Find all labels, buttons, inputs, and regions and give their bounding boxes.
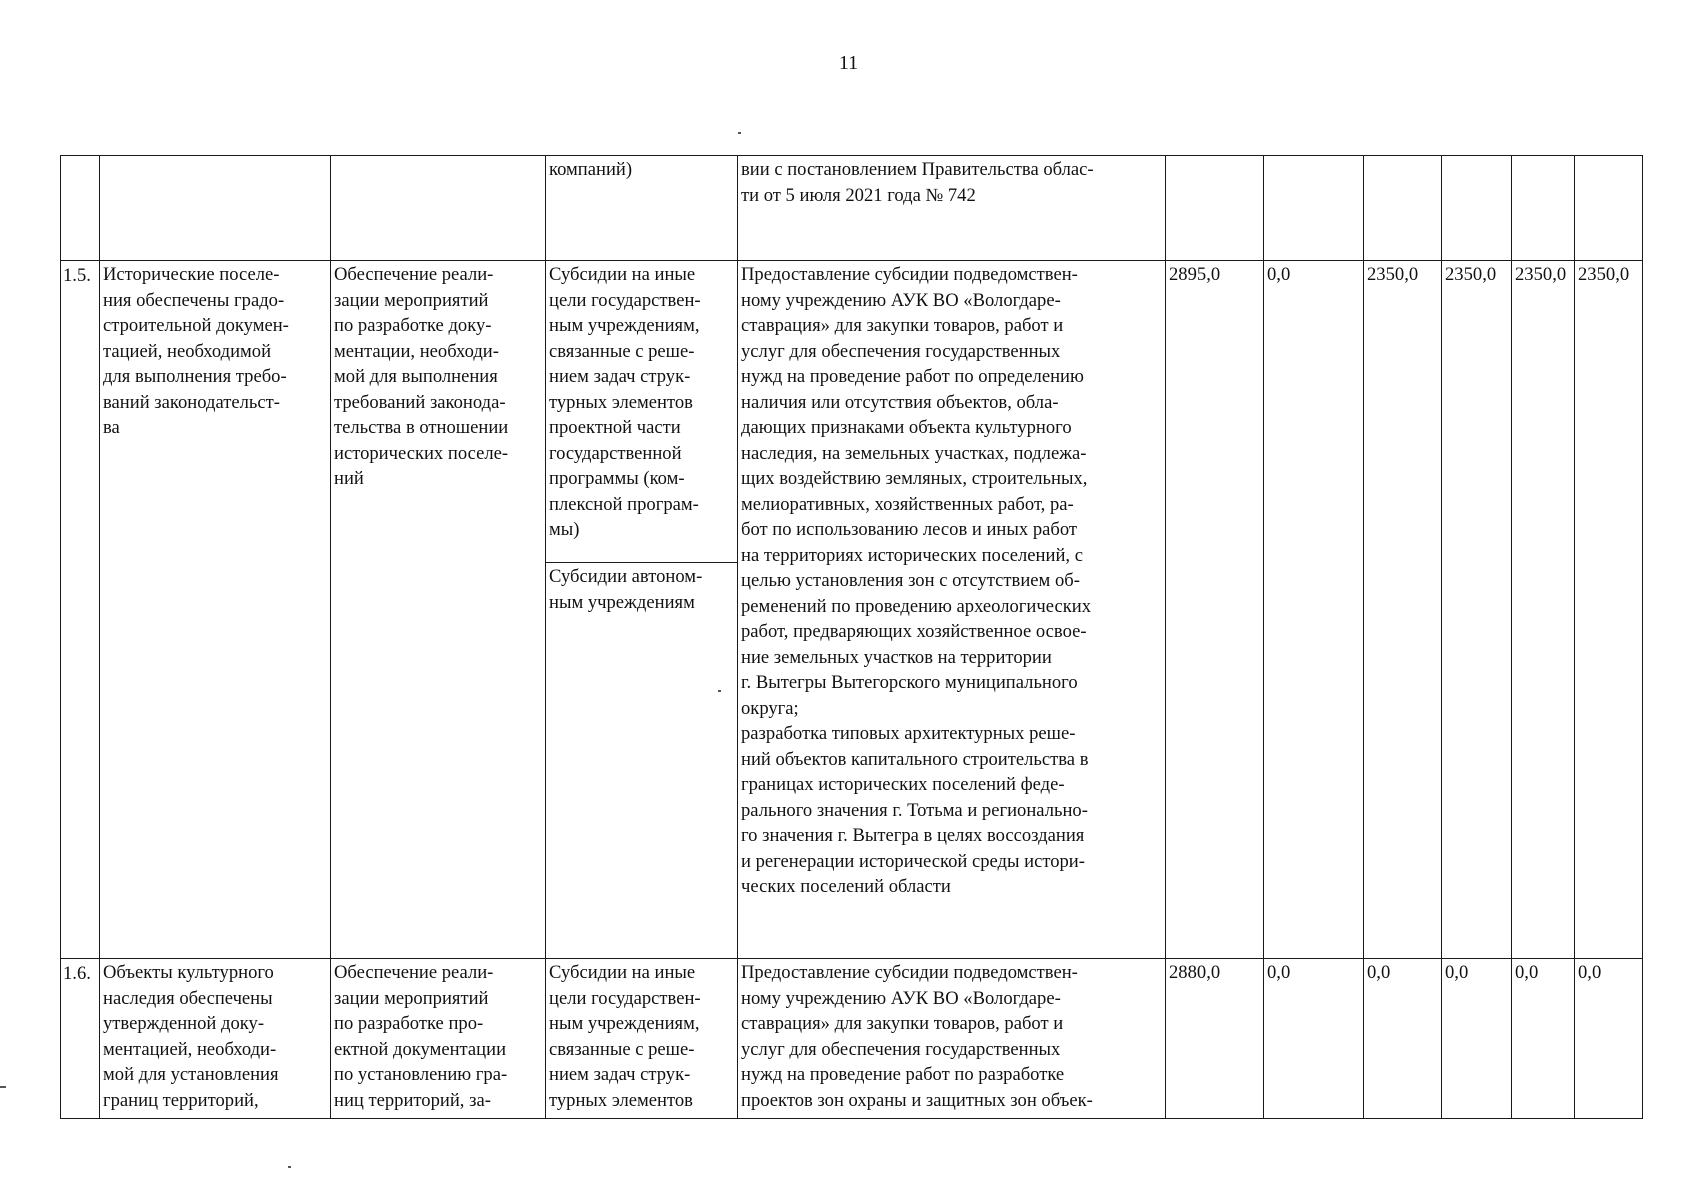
funding-type-line: программы (ком- [549,468,685,489]
measure-line: ниц территорий, за- [334,1089,491,1111]
description-line: ний объектов капитального строительства в [741,748,1089,770]
funding-type-primary [546,261,737,563]
description-line: ному учреждению АУК ВО «Вологдаре- [741,987,1061,1009]
description-line: ние земельных участков на территории [741,646,1052,668]
task-line: границ территорий, [103,1089,259,1111]
funding-type-cell [546,156,738,261]
row-number-cell [61,156,100,261]
value-cell-6: 0,0 [1575,959,1643,1119]
task-line: Исторические поселе- [103,264,280,285]
value-cell-1 [1166,156,1264,261]
funding-type-line: государственной [549,442,682,464]
task-line: для выполнения требо- [103,366,287,387]
task-line: мой для установления [103,1064,279,1085]
task-line: наследия обеспечены [103,987,273,1009]
task-cell [100,156,331,261]
funding-type-line: цели государствен- [549,289,701,311]
description-line: разработка типовых архитектурных реше- [741,723,1076,744]
funding-type-line: проектной части [549,417,681,438]
table-row [61,959,1643,1119]
description-line: бот по использованию лесов и иных работ [741,519,1078,540]
funding-type-line: турных элементов [549,1089,693,1111]
table-body [61,156,1643,1119]
value-cell-2: 0,0 [1264,261,1364,959]
measure-line: по разработке про- [334,1013,484,1034]
table-row [61,156,1643,261]
funding-type-line: ным учреждениям, [549,315,700,336]
value-cell-3: 2350,0 [1364,261,1442,959]
description-line: границах исторических поселений феде- [741,774,1065,795]
measure-line: тельства в отношении [334,417,509,438]
funding-type-cell [546,261,738,959]
description-line: мелиоративных, хозяйственных работ, ра- [741,493,1074,515]
task-cell [100,261,331,959]
description-line: ческих поселений области [741,876,951,897]
description-line: вии с постановлением Правительства облас- [741,159,1094,180]
funding-type-line: плексной програм- [549,493,699,515]
description-cell [738,261,1166,959]
value-cell-5 [1512,156,1575,261]
measure-line: исторических поселе- [334,442,509,464]
funding-type-line: цели государствен- [549,987,701,1009]
funding-type-line: ным учреждениям [549,591,695,613]
measure-cell [331,156,546,261]
task-line: тацией, необходимой [103,340,272,362]
funding-type-line: Субсидии на иные [549,264,696,285]
measure-line: по разработке доку- [334,315,492,336]
funding-type-line: Субсидии автоном- [549,566,703,587]
table-row [61,261,1643,959]
task-cell [100,959,331,1119]
funding-type-line: нием задач струк- [549,366,691,387]
description-line: го значения г. Вытегра в целях воссоздания [741,825,1085,846]
value-cell-1: 2880,0 [1166,959,1264,1119]
funding-type-line: мы) [549,519,580,540]
funding-type-line: нием задач струк- [549,1064,691,1085]
measure-line: мой для выполнения [334,366,498,387]
task-line: ния обеспечены градо- [103,289,285,311]
description-line: и регенерации исторической среды истори- [741,850,1085,872]
description-line: целью установления зон с отсутствием об- [741,570,1080,591]
description-line: Предоставление субсидии подведомствен- [741,962,1078,983]
value-cell-6 [1575,156,1643,261]
description-line: услуг для обеспечения государственных [741,1038,1061,1060]
task-line: утвержденной доку- [103,1013,265,1034]
description-line: услуг для обеспечения государственных [741,340,1061,362]
description-line: ному учреждению АУК ВО «Вологдаре- [741,289,1061,311]
task-line: ментацией, необходи- [103,1038,277,1060]
funding-type-secondary [546,563,737,615]
measure-line: Обеспечение реали- [334,264,494,285]
value-cell-4: 2350,0 [1442,261,1512,959]
measure-line: ментации, необходи- [334,340,499,362]
measure-line: требований законода- [334,391,506,413]
description-line: работ, предваряющих хозяйственное освое- [741,621,1087,642]
description-line: Предоставление субсидии подведомствен- [741,264,1078,285]
value-cell-4: 0,0 [1442,959,1512,1119]
description-line: нужд на проведение работ по разработке [741,1064,1065,1085]
description-line: проектов зон охраны и защитных зон объек- [741,1089,1093,1111]
page-number: 11 [838,52,859,74]
value-cell-5: 0,0 [1512,959,1575,1119]
description-line: наличия или отсутствия объектов, обла- [741,391,1059,413]
description-cell [738,959,1166,1119]
funding-type-line: связанные с реше- [549,340,695,362]
task-line: ва [103,417,120,438]
scan-speck [738,132,741,134]
scan-speck [288,1166,291,1168]
value-cell-1: 2895,0 [1166,261,1264,959]
task-line: строительной докумен- [103,315,289,336]
funding-type-line: ным учреждениям, [549,1013,700,1034]
description-line: на территориях исторических поселений, с [741,544,1083,566]
funding-type-line: компаний) [549,159,633,180]
task-line: Объекты культурного [103,962,274,983]
description-line: ставрация» для закупки товаров, работ и [741,1013,1064,1034]
row-number-cell: 1.5. [61,261,100,959]
description-line: наследия, на земельных участках, подлежа- [741,442,1087,464]
value-cell-6: 2350,0 [1575,261,1643,959]
funding-type-line: связанные с реше- [549,1038,695,1060]
measure-cell [331,959,546,1119]
measure-line: ний [334,468,364,489]
value-cell-3 [1364,156,1442,261]
funding-type-cell [546,959,738,1119]
measure-line: Обеспечение реали- [334,962,494,983]
description-line: дающих признаками объекта культурного [741,417,1072,438]
description-cell [738,156,1166,261]
measure-cell [331,261,546,959]
funding-type-line: Субсидии на иные [549,962,696,983]
value-cell-5: 2350,0 [1512,261,1575,959]
scan-speck [718,690,721,692]
description-line: щих воздействию земляных, строительных, [741,468,1088,489]
description-line: рального значения г. Тотьма и регионально- [741,799,1088,821]
funding-type-line: турных элементов [549,391,693,413]
row-number-cell: 1.6. [61,959,100,1119]
program-measures-table [60,155,1643,1119]
measure-line: по установлению гра- [334,1064,508,1085]
measure-line: ектной документации [334,1038,507,1060]
description-line: ти от 5 июля 2021 года № 742 [741,184,976,206]
value-cell-2 [1264,156,1364,261]
description-line: нужд на проведение работ по определению [741,366,1084,387]
measure-line: зации мероприятий [334,987,489,1009]
task-line: ваний законодательст- [103,391,280,413]
value-cell-2: 0,0 [1264,959,1364,1119]
description-line: г. Вытегры Вытегорского муниципального [741,672,1078,693]
description-line: ставрация» для закупки товаров, работ и [741,315,1064,336]
description-line: ременений по проведению археологических [741,595,1091,617]
value-cell-4 [1442,156,1512,261]
measure-line: зации мероприятий [334,289,489,311]
description-line: округа; [741,697,799,719]
scan-speck [0,1086,6,1088]
value-cell-3: 0,0 [1364,959,1442,1119]
